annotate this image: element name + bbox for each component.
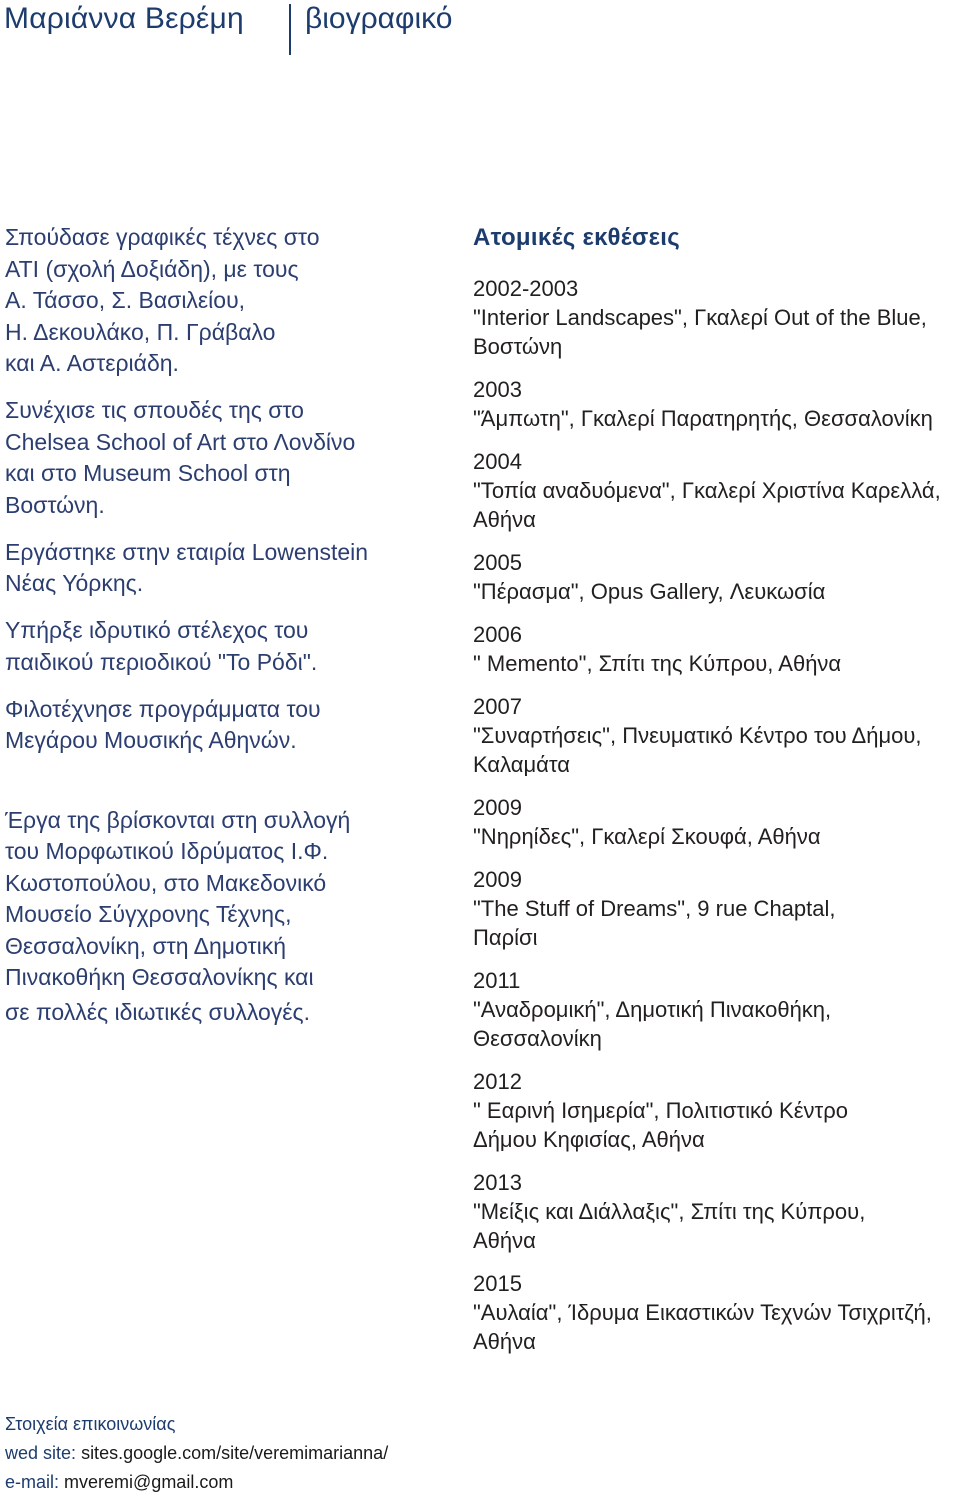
bio-line: ΑΤΙ (σχολή Δοξιάδη), με τους	[5, 255, 299, 282]
exhibition-item	[473, 447, 960, 534]
email-label: e-mail:	[5, 1472, 60, 1492]
exhibition-item	[473, 865, 960, 952]
exhibition-line: "Μείξις και Διάλλαξις", Σπίτι της Κύπρου,	[473, 1199, 866, 1224]
exhibition-item	[473, 692, 960, 779]
exhibition-year: 2012	[473, 1069, 522, 1094]
bio-programs	[5, 694, 445, 757]
exhibition-line: " Εαρινή Ισημερία", Πολιτιστικό Κέντρο	[473, 1098, 848, 1123]
exhibition-line: Δήμου Κηφισίας, Αθήνα	[473, 1127, 705, 1152]
exhibition-line: "The Stuff of Dreams", 9 rue Chaptal,	[473, 896, 836, 921]
bio-line: Έργα της βρίσκονται στη συλλογή	[5, 806, 351, 833]
exhibition-line: "Νηρηίδες", Γκαλερί Σκουφά, Αθήνα	[473, 824, 821, 849]
exhibition-year: 2004	[473, 449, 522, 474]
exhibition-year: 2009	[473, 867, 522, 892]
exhibition-line: "Πέρασμα", Opus Gallery, Λευκωσία	[473, 579, 826, 604]
bio-line: Α. Τάσσο, Σ. Βασιλείου,	[5, 287, 246, 313]
bio-line: Θεσσαλονίκη, στη Δημοτική	[5, 932, 287, 959]
exhibition-year: 2006	[473, 622, 522, 647]
bio-line: Σπούδασε γραφικές τέχνες στο	[5, 224, 320, 250]
exhibition-item	[473, 793, 960, 851]
bio-line: παιδικού περιοδικού "Το Ρόδι".	[5, 648, 318, 675]
exhibition-item	[473, 375, 960, 433]
bio-line: Υπήρξε ιδρυτικό στέλεχος του	[5, 617, 309, 643]
exhibition-line: Καλαμάτα	[473, 752, 571, 777]
exhibition-line: "Συναρτήσεις", Πνευματικό Κέντρο του Δήμου,	[473, 723, 922, 748]
email-link[interactable]: mveremi@gmail.com	[64, 1472, 234, 1492]
bio-founder	[5, 615, 445, 678]
bio-line: Βοστώνη.	[5, 491, 105, 518]
exhibition-item	[473, 620, 960, 678]
contact-heading: Στοιχεία επικοινωνίας	[5, 1414, 176, 1434]
exhibition-year: 2005	[473, 550, 522, 575]
artist-name: Μαριάννα Βερέμη	[4, 2, 244, 35]
website-line	[5, 1439, 388, 1468]
exhibition-line: Αθήνα	[473, 1329, 536, 1354]
bio-studies	[5, 222, 445, 380]
exhibition-year: 2011	[473, 968, 521, 993]
bio-worked	[5, 537, 445, 600]
contact-block	[5, 1410, 388, 1497]
section-title: βιογραφικό	[305, 2, 453, 35]
exhibition-line: "Αυλαία", Ίδρυμα Εικαστικών Τεχνών Τσιχριτζή,	[473, 1300, 932, 1325]
bio-collections	[5, 805, 445, 1029]
bio-line: και Α. Αστεριάδη.	[5, 350, 179, 376]
exhibition-line: "Αναδρομική", Δημοτική Πινακοθήκη,	[473, 997, 832, 1022]
bio-line: Μεγάρου Μουσικής Αθηνών.	[5, 727, 297, 753]
exhibition-line: Θεσσαλονίκη	[473, 1026, 602, 1051]
exhibition-item	[473, 548, 960, 606]
exhibition-item	[473, 1269, 960, 1356]
exhibition-line: Αθήνα	[473, 1228, 536, 1253]
bio-line: Νέας Υόρκης.	[5, 570, 144, 596]
exhibition-line: "Interior Landscapes", Γκαλερί Out of the Blue,	[473, 305, 927, 330]
website-label: wed site:	[5, 1443, 77, 1463]
website-link[interactable]: sites.google.com/site/veremimarianna/	[81, 1443, 389, 1463]
bio-line: Κωστοπούλου, στο Μακεδονικό	[5, 869, 327, 896]
exhibition-line: Βοστώνη	[473, 334, 563, 359]
header-divider	[289, 4, 291, 55]
exhibitions-column	[473, 221, 960, 1370]
bio-line: Πινακοθήκη Θεσσαλονίκης και	[5, 964, 314, 990]
bio-line: Συνέχισε τις σπουδές της στο	[5, 397, 304, 423]
exhibition-year: 2002-2003	[473, 276, 579, 301]
exhibition-line: "Τοπία αναδυόμενα", Γκαλερί Χριστίνα Καρελλά,	[473, 478, 941, 503]
bio-line: Chelsea School of Art στο Λονδίνο	[5, 428, 356, 455]
bio-line: Η. Δεκουλάκο, Π. Γράβαλο	[5, 318, 276, 345]
exhibition-item	[473, 1067, 960, 1154]
bio-continued	[5, 395, 445, 521]
bio-line: Φιλοτέχνησε προγράμματα του	[5, 695, 321, 722]
bio-line: σε πολλές ιδιωτικές συλλογές.	[5, 998, 310, 1025]
biography-column	[5, 222, 445, 1044]
exhibition-year: 2015	[473, 1271, 522, 1296]
exhibition-item	[473, 966, 960, 1053]
bio-line: και στο Museum School στη	[5, 460, 291, 486]
bio-line: Εργάστηκε στην εταιρία Lowenstein	[5, 538, 369, 565]
bio-line: του Μορφωτικού Ιδρύματος Ι.Φ.	[5, 838, 329, 864]
exhibition-year: 2013	[473, 1170, 522, 1195]
exhibition-year: 2009	[473, 795, 522, 820]
exhibition-line: " Memento", Σπίτι της Κύπρου, Αθήνα	[473, 651, 842, 676]
exhibitions-heading: Ατομικές εκθέσεις	[473, 224, 681, 251]
exhibition-line: Παρίσι	[473, 925, 538, 950]
exhibition-item	[473, 274, 960, 361]
exhibition-item	[473, 1168, 960, 1255]
bio-line: Μουσείο Σύγχρονης Τέχνης,	[5, 901, 292, 927]
exhibition-line: "Άμπωτη", Γκαλερί Παρατηρητής, Θεσσαλονίκη	[473, 406, 933, 431]
exhibition-line: Αθήνα	[473, 507, 536, 532]
exhibition-year: 2003	[473, 377, 522, 402]
exhibition-year: 2007	[473, 694, 522, 719]
